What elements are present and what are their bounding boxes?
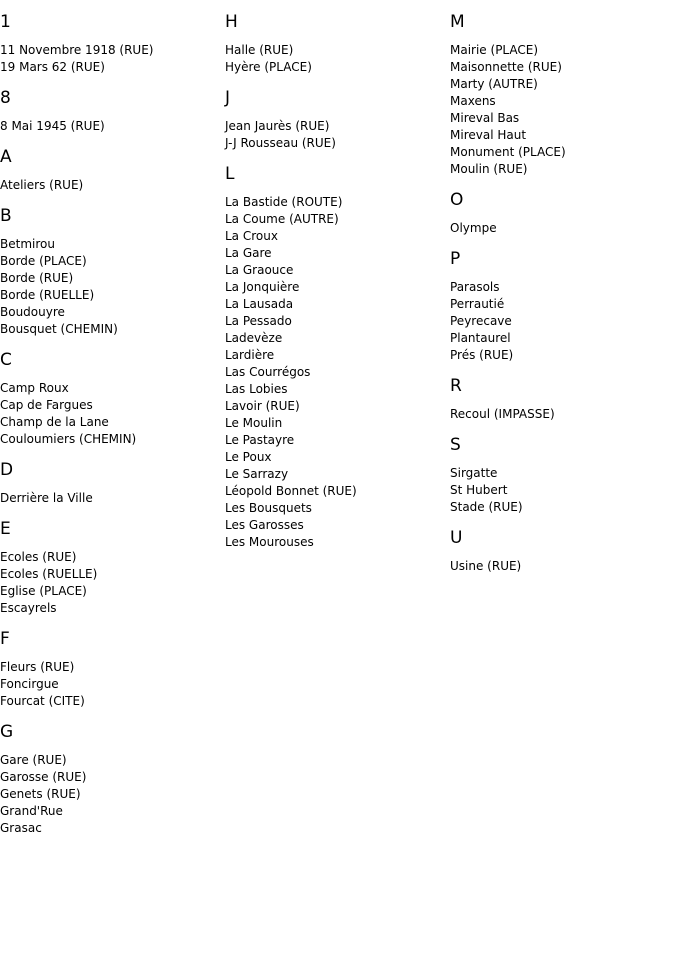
street-link[interactable]: Olympe	[450, 221, 497, 235]
street-item	[0, 42, 222, 59]
street-link[interactable]: 8 Mai 1945 (RUE)	[0, 119, 105, 133]
street-link[interactable]: Perrautié	[450, 297, 505, 311]
street-item	[225, 279, 447, 296]
letter-section	[0, 88, 222, 135]
street-link[interactable]: Borde (RUELLE)	[0, 288, 95, 302]
street-link[interactable]: Couloumiers (CHEMIN)	[0, 432, 137, 446]
letter-section	[0, 722, 222, 837]
street-item	[450, 220, 672, 237]
street-list	[0, 42, 222, 76]
street-item	[225, 483, 447, 500]
street-item	[450, 296, 672, 313]
street-link[interactable]: Foncirgue	[0, 677, 59, 691]
letter-section	[0, 460, 222, 507]
letter-heading: G	[0, 722, 14, 742]
street-link[interactable]: Moulin (RUE)	[450, 162, 528, 176]
street-item	[0, 803, 222, 820]
street-link[interactable]: Halle (RUE)	[225, 43, 294, 57]
letter-heading: J	[225, 88, 231, 108]
street-item	[0, 380, 222, 397]
letter-heading: 1	[0, 12, 11, 32]
letter-heading: B	[0, 206, 12, 226]
street-item	[0, 490, 222, 507]
street-link[interactable]: Recoul (IMPASSE)	[450, 407, 555, 421]
street-link[interactable]: Ladevèze	[225, 331, 283, 345]
street-item	[450, 42, 672, 59]
street-link[interactable]: Betmirou	[0, 237, 55, 251]
street-item	[225, 364, 447, 381]
index-column-1	[0, 0, 222, 837]
street-link[interactable]: La Coume (AUTRE)	[225, 212, 339, 226]
street-link[interactable]: Le Poux	[225, 450, 272, 464]
street-item	[0, 321, 222, 338]
letter-heading: F	[0, 629, 10, 649]
street-link[interactable]: Hyère (PLACE)	[225, 60, 312, 74]
street-link[interactable]: 11 Novembre 1918 (RUE)	[0, 43, 154, 57]
letter-section	[0, 147, 222, 194]
street-link[interactable]: 19 Mars 62 (RUE)	[0, 60, 105, 74]
index-column-2	[225, 0, 447, 551]
street-item	[0, 786, 222, 803]
street-link[interactable]: Grasac	[0, 821, 42, 835]
street-item	[0, 270, 222, 287]
street-item	[225, 262, 447, 279]
street-item	[0, 583, 222, 600]
street-list	[0, 380, 222, 448]
street-item	[225, 42, 447, 59]
street-item	[225, 500, 447, 517]
letter-section	[450, 376, 672, 423]
letter-heading: U	[450, 528, 463, 548]
street-link[interactable]: Garosse (RUE)	[0, 770, 87, 784]
street-list	[450, 220, 672, 237]
street-list	[0, 752, 222, 837]
street-link[interactable]: Jean Jaurès (RUE)	[225, 119, 330, 133]
street-link[interactable]: Borde (RUE)	[0, 271, 74, 285]
street-link[interactable]: Mireval Haut	[450, 128, 527, 142]
street-link[interactable]: Usine (RUE)	[450, 559, 522, 573]
street-link[interactable]: La Lausada	[225, 297, 294, 311]
street-item	[0, 676, 222, 693]
street-link[interactable]: Prés (RUE)	[450, 348, 514, 362]
street-item	[450, 482, 672, 499]
street-item	[450, 313, 672, 330]
street-link[interactable]: Les Garosses	[225, 518, 304, 532]
street-item	[0, 600, 222, 617]
letter-section	[450, 12, 672, 178]
letter-section	[0, 519, 222, 617]
letter-heading: O	[450, 190, 464, 210]
street-item	[225, 347, 447, 364]
letter-section	[0, 350, 222, 448]
street-link[interactable]: Grand'Rue	[0, 804, 63, 818]
letter-heading: A	[0, 147, 12, 167]
index-column-3	[450, 0, 672, 575]
street-item	[0, 431, 222, 448]
street-link[interactable]: La Graouce	[225, 263, 294, 277]
street-item	[0, 752, 222, 769]
street-link[interactable]: Les Mourouses	[225, 535, 314, 549]
street-list	[0, 236, 222, 338]
street-link[interactable]: La Gare	[225, 246, 272, 260]
street-item	[0, 397, 222, 414]
letter-heading: L	[225, 164, 235, 184]
street-list	[450, 406, 672, 423]
street-item	[225, 517, 447, 534]
letter-heading: P	[450, 249, 461, 269]
street-link[interactable]: Léopold Bonnet (RUE)	[225, 484, 357, 498]
street-link[interactable]: Plantaurel	[450, 331, 511, 345]
street-link[interactable]: Lavoir (RUE)	[225, 399, 300, 413]
street-item	[225, 415, 447, 432]
street-link[interactable]: Eglise (PLACE)	[0, 584, 87, 598]
street-link[interactable]: Las Lobies	[225, 382, 288, 396]
street-link[interactable]: Le Sarrazy	[225, 467, 289, 481]
street-item	[450, 465, 672, 482]
street-item	[225, 432, 447, 449]
street-item	[450, 279, 672, 296]
street-item	[225, 466, 447, 483]
street-item	[450, 330, 672, 347]
street-link[interactable]: Lardière	[225, 348, 275, 362]
street-item	[225, 296, 447, 313]
street-link[interactable]: Gare (RUE)	[0, 753, 67, 767]
street-item	[0, 59, 222, 76]
street-item	[450, 347, 672, 364]
letter-heading: M	[450, 12, 465, 32]
letter-section	[450, 249, 672, 364]
street-link[interactable]: Bousquet (CHEMIN)	[0, 322, 118, 336]
street-item	[0, 414, 222, 431]
street-list	[0, 118, 222, 135]
street-link[interactable]: Parasols	[450, 280, 500, 294]
letter-heading: S	[450, 435, 461, 455]
street-item	[0, 769, 222, 786]
street-item	[450, 406, 672, 423]
street-list	[225, 194, 447, 551]
street-item	[0, 820, 222, 837]
letter-heading: R	[450, 376, 462, 396]
street-list	[225, 118, 447, 152]
street-link[interactable]: Escayrels	[0, 601, 57, 615]
street-link[interactable]: La Pessado	[225, 314, 292, 328]
street-link[interactable]: J-J Rousseau (RUE)	[225, 136, 336, 150]
street-item	[0, 253, 222, 270]
street-link[interactable]: Mireval Bas	[450, 111, 520, 125]
street-item	[225, 245, 447, 262]
street-link[interactable]: Sirgatte	[450, 466, 498, 480]
street-link[interactable]: Le Pastayre	[225, 433, 295, 447]
street-item	[225, 135, 447, 152]
street-link[interactable]: Mairie (PLACE)	[450, 43, 539, 57]
street-list	[450, 558, 672, 575]
street-item	[225, 118, 447, 135]
street-item	[450, 127, 672, 144]
street-list	[0, 490, 222, 507]
street-item	[225, 194, 447, 211]
street-item	[225, 313, 447, 330]
letter-section	[0, 206, 222, 338]
street-list	[450, 42, 672, 178]
street-item	[225, 59, 447, 76]
street-item	[0, 118, 222, 135]
street-link[interactable]: Boudouyre	[0, 305, 65, 319]
letter-section	[225, 164, 447, 551]
street-link[interactable]: Derrière la Ville	[0, 491, 93, 505]
street-item	[450, 59, 672, 76]
letter-section	[225, 88, 447, 152]
letter-section	[225, 12, 447, 76]
street-item	[0, 236, 222, 253]
street-item	[0, 287, 222, 304]
street-link[interactable]: Maxens	[450, 94, 496, 108]
street-link[interactable]: La Croux	[225, 229, 278, 243]
street-link[interactable]: Camp Roux	[0, 381, 69, 395]
street-item	[0, 304, 222, 321]
letter-heading: E	[0, 519, 11, 539]
street-link[interactable]: Champ de la Lane	[0, 415, 109, 429]
street-item	[0, 693, 222, 710]
street-list	[225, 42, 447, 76]
street-item	[0, 659, 222, 676]
letter-section	[450, 190, 672, 237]
street-link[interactable]: Cap de Fargues	[0, 398, 93, 412]
street-item	[450, 499, 672, 516]
street-link[interactable]: Borde (PLACE)	[0, 254, 87, 268]
street-link[interactable]: La Bastide (ROUTE)	[225, 195, 343, 209]
street-link[interactable]: St Hubert	[450, 483, 508, 497]
street-item	[225, 228, 447, 245]
street-link[interactable]: Fourcat (CITE)	[0, 694, 85, 708]
street-link[interactable]: Genets (RUE)	[0, 787, 81, 801]
street-list	[450, 279, 672, 364]
street-item	[225, 449, 447, 466]
street-item	[450, 110, 672, 127]
street-link[interactable]: Stade (RUE)	[450, 500, 523, 514]
street-link[interactable]: Ecoles (RUELLE)	[0, 567, 98, 581]
street-item	[450, 93, 672, 110]
street-item	[225, 534, 447, 551]
street-link[interactable]: Fleurs (RUE)	[0, 660, 75, 674]
street-link[interactable]: Le Moulin	[225, 416, 283, 430]
street-list	[450, 465, 672, 516]
street-item	[0, 549, 222, 566]
letter-section	[0, 629, 222, 710]
street-link[interactable]: La Jonquière	[225, 280, 300, 294]
street-link[interactable]: Peyrecave	[450, 314, 512, 328]
street-item	[225, 330, 447, 347]
street-item	[450, 161, 672, 178]
street-link[interactable]: Maisonnette (RUE)	[450, 60, 562, 74]
street-link[interactable]: Ecoles (RUE)	[0, 550, 77, 564]
street-list	[0, 177, 222, 194]
letter-section	[450, 528, 672, 575]
street-item	[225, 211, 447, 228]
street-list	[0, 659, 222, 710]
letter-heading: H	[225, 12, 238, 32]
letter-heading: C	[0, 350, 12, 370]
street-item	[225, 398, 447, 415]
letter-heading: D	[0, 460, 14, 480]
letter-section	[450, 435, 672, 516]
street-item	[450, 144, 672, 161]
street-item	[450, 76, 672, 93]
street-link[interactable]: Monument (PLACE)	[450, 145, 566, 159]
street-item	[225, 381, 447, 398]
street-item	[0, 177, 222, 194]
street-link[interactable]: Las Courrégos	[225, 365, 311, 379]
street-item	[450, 558, 672, 575]
street-link[interactable]: Les Bousquets	[225, 501, 312, 515]
street-list	[0, 549, 222, 617]
street-link[interactable]: Ateliers (RUE)	[0, 178, 84, 192]
street-item	[0, 566, 222, 583]
letter-heading: 8	[0, 88, 11, 108]
street-link[interactable]: Marty (AUTRE)	[450, 77, 538, 91]
letter-section	[0, 12, 222, 76]
